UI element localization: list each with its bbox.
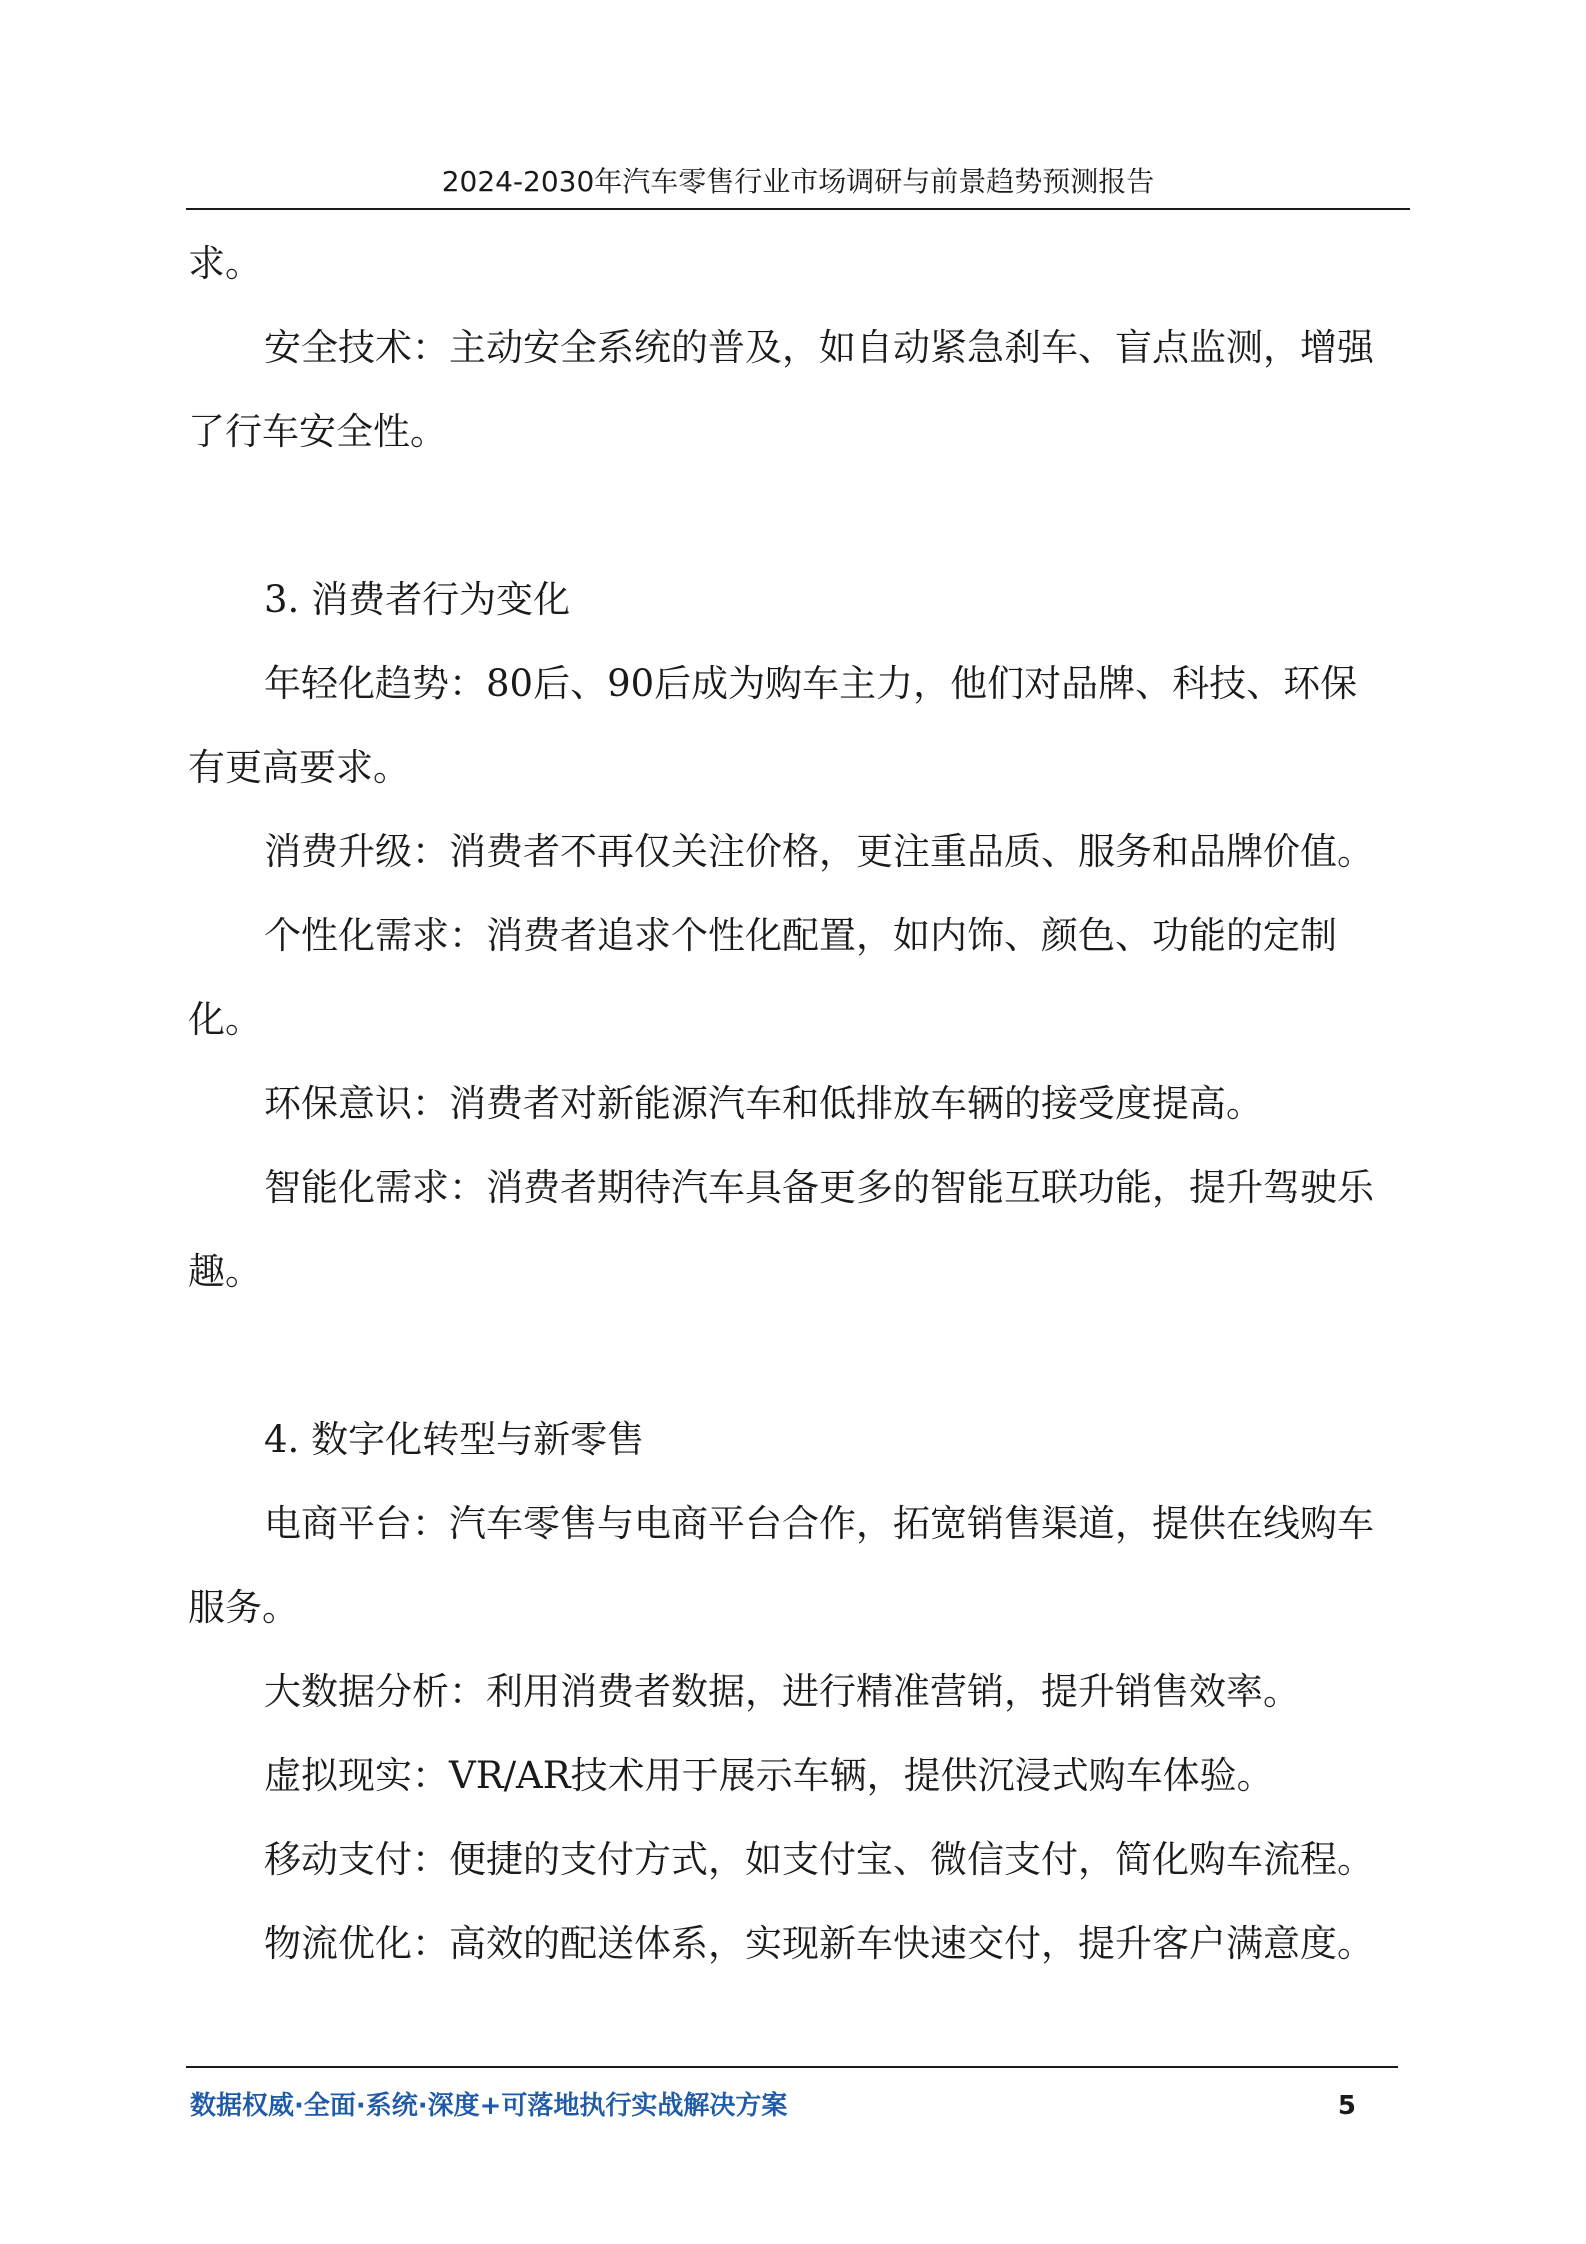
paragraph-line: 了行车安全性。 bbox=[188, 410, 447, 453]
footer-slogan: 数据权威·全面·系统·深度+可落地执行实战解决方案 bbox=[190, 2091, 788, 2121]
paragraph-line: 年轻化趋势：80后、90后成为购车主力，他们对品牌、科技、环保 bbox=[264, 662, 1358, 705]
header-divider bbox=[186, 208, 1410, 210]
page-number: 5 bbox=[1337, 2091, 1356, 2121]
paragraph-line: 有更高要求。 bbox=[188, 746, 410, 789]
section-heading: 3. 消费者行为变化 bbox=[264, 578, 571, 621]
paragraph-line: 安全技术：主动安全系统的普及，如自动紧急刹车、盲点监测，增强 bbox=[264, 326, 1374, 369]
paragraph-line: 化。 bbox=[188, 998, 262, 1041]
paragraph-line: 求。 bbox=[188, 242, 262, 285]
paragraph-line: 物流优化：高效的配送体系，实现新车快速交付，提升客户满意度。 bbox=[264, 1922, 1374, 1965]
paragraph-line: 大数据分析：利用消费者数据，进行精准营销，提升销售效率。 bbox=[264, 1670, 1300, 1713]
paragraph-line: 智能化需求：消费者期待汽车具备更多的智能互联功能，提升驾驶乐 bbox=[264, 1166, 1374, 1209]
section-gap bbox=[188, 1314, 1410, 1398]
paragraph-line: 消费升级：消费者不再仅关注价格，更注重品质、服务和品牌价值。 bbox=[264, 830, 1374, 873]
paragraph-line: 服务。 bbox=[188, 1586, 299, 1629]
paragraph-line: 虚拟现实：VR/AR技术用于展示车辆，提供沉浸式购车体验。 bbox=[264, 1754, 1274, 1797]
paragraph-line: 环保意识：消费者对新能源汽车和低排放车辆的接受度提高。 bbox=[264, 1082, 1263, 1125]
paragraph-line: 趣。 bbox=[188, 1250, 262, 1293]
paragraph-line: 电商平台：汽车零售与电商平台合作，拓宽销售渠道，提供在线购车 bbox=[264, 1502, 1374, 1545]
page-header-title: 2024-2030年汽车零售行业市场调研与前景趋势预测报告 bbox=[441, 165, 1155, 198]
section-heading: 4. 数字化转型与新零售 bbox=[264, 1418, 645, 1461]
footer-divider bbox=[186, 2066, 1398, 2068]
section-gap bbox=[188, 474, 1410, 558]
document-body bbox=[188, 222, 1410, 1986]
paragraph-line: 个性化需求：消费者追求个性化配置，如内饰、颜色、功能的定制 bbox=[264, 914, 1337, 957]
paragraph-line: 移动支付：便捷的支付方式，如支付宝、微信支付，简化购车流程。 bbox=[264, 1838, 1374, 1881]
